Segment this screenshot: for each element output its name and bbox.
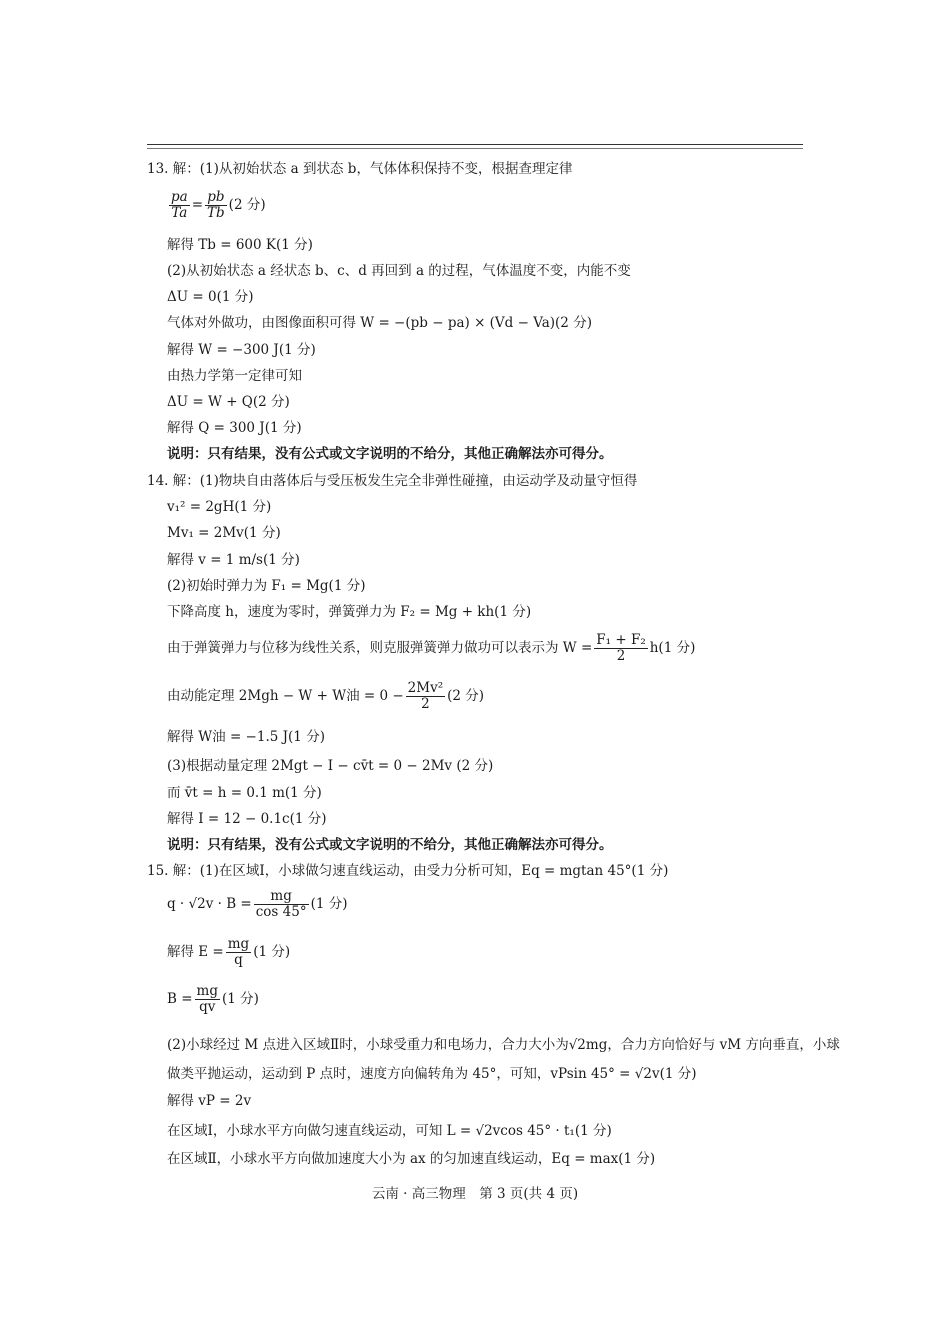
- q13-line: 由热力学第一定律可知: [167, 368, 302, 384]
- q13-charles-law: $\frac{pa}{Ta}$ = $\frac{pb}{Tb}$ (2 分): [171, 189, 266, 221]
- q15-heading: 15. 解：(1)在区域Ⅰ，小球做匀速直线运动，由受力分析可知，Eq = mgtan 45°(1 分): [147, 863, 669, 879]
- q14-energy-theorem: 由动能定理 2Mgh − W + W油 = 0 − $\frac{\text{2Mv²}}{2}$ (2 分): [167, 680, 485, 712]
- q14-line: 解得 W油 = −1.5 J(1 分): [167, 729, 325, 745]
- q13-line: 气体对外做功，由图像面积可得 W = −(pb − pa) × (Vd − Va)(2 分): [167, 315, 592, 331]
- q15-field-e: 解得 E = $\frac{mg}{q}$ (1 分): [167, 936, 291, 968]
- q13-line: 解得 Q = 300 J(1 分): [167, 420, 302, 436]
- q14-line: (3)根据动量定理 2Mgt − I − cv̄t = 0 − 2Mv (2 分): [167, 758, 494, 774]
- q15-line: 在区域Ⅱ，小球水平方向做加速度大小为 ax 的匀加速直线运动，Eq = max(1 分): [167, 1151, 656, 1167]
- q15-line: 在区域Ⅰ，小球水平方向做匀速直线运动，可知 L = √2vcos 45° · t₁(1 分): [167, 1123, 612, 1139]
- q13-line: (2)从初始状态 a 经状态 b、c、d 再回到 a 的过程，气体温度不变，内能不变: [167, 263, 631, 279]
- q15-field-b: B = $\frac{mg}{qv}$ (1 分): [167, 983, 259, 1015]
- q14-line: Mv₁ = 2Mv(1 分): [167, 525, 281, 541]
- q14-note: 说明：只有结果，没有公式或文字说明的不给分，其他正确解法亦可得分。: [167, 837, 613, 853]
- q13-line: 解得 W = −300 J(1 分): [167, 342, 316, 358]
- q14-line: 而 v̄t = h = 0.1 m(1 分): [167, 785, 322, 801]
- q15-line: (2)小球经过 M 点进入区域Ⅱ时，小球受重力和电场力，合力大小为√2mg，合力方向恰好与 vM 方向垂直，小球: [167, 1037, 840, 1053]
- q13-line: ΔU = W + Q(2 分): [167, 394, 290, 410]
- q14-spring-work: 由于弹簧弹力与位移为线性关系，则克服弹簧弹力做功可以表示为 W = $\frac{\text{F₁ + F₂}}{2}$ h(1 分): [167, 632, 696, 664]
- top-rule-thin: [147, 148, 803, 149]
- page-footer: 云南 · 高三物理 第 3 页(共 4 页): [371, 1186, 579, 1202]
- q14-line: 解得 I = 12 − 0.1c(1 分): [167, 811, 327, 827]
- q15-line: 解得 vP = 2v: [167, 1093, 252, 1109]
- q15-force-balance: q · √2v · B = $\frac{mg}{\cos 45^\circ}$ (1 分): [167, 888, 348, 920]
- q14-line: v₁² = 2gH(1 分): [167, 499, 272, 515]
- q14-heading: 14. 解：(1)物块自由落体后与受压板发生完全非弹性碰撞，由运动学及动量守恒得: [147, 473, 638, 489]
- top-rule: [147, 144, 803, 145]
- q13-line: 解得 Tb = 600 K(1 分): [167, 237, 313, 253]
- q13-line: ΔU = 0(1 分): [167, 289, 254, 305]
- q14-line: (2)初始时弹力为 F₁ = Mg(1 分): [167, 578, 366, 594]
- q15-line: 做类平抛运动，运动到 P 点时，速度方向偏转角为 45°，可知，vPsin 45° = √2v(1 分): [167, 1066, 697, 1082]
- q13-heading: 13. 解：(1)从初始状态 a 到状态 b，气体体积保持不变，根据查理定律: [147, 161, 573, 177]
- q14-line: 下降高度 h，速度为零时，弹簧弹力为 F₂ = Mg + kh(1 分): [167, 604, 532, 620]
- q13-note: 说明：只有结果，没有公式或文字说明的不给分，其他正确解法亦可得分。: [167, 446, 613, 462]
- q14-line: 解得 v = 1 m/s(1 分): [167, 552, 300, 568]
